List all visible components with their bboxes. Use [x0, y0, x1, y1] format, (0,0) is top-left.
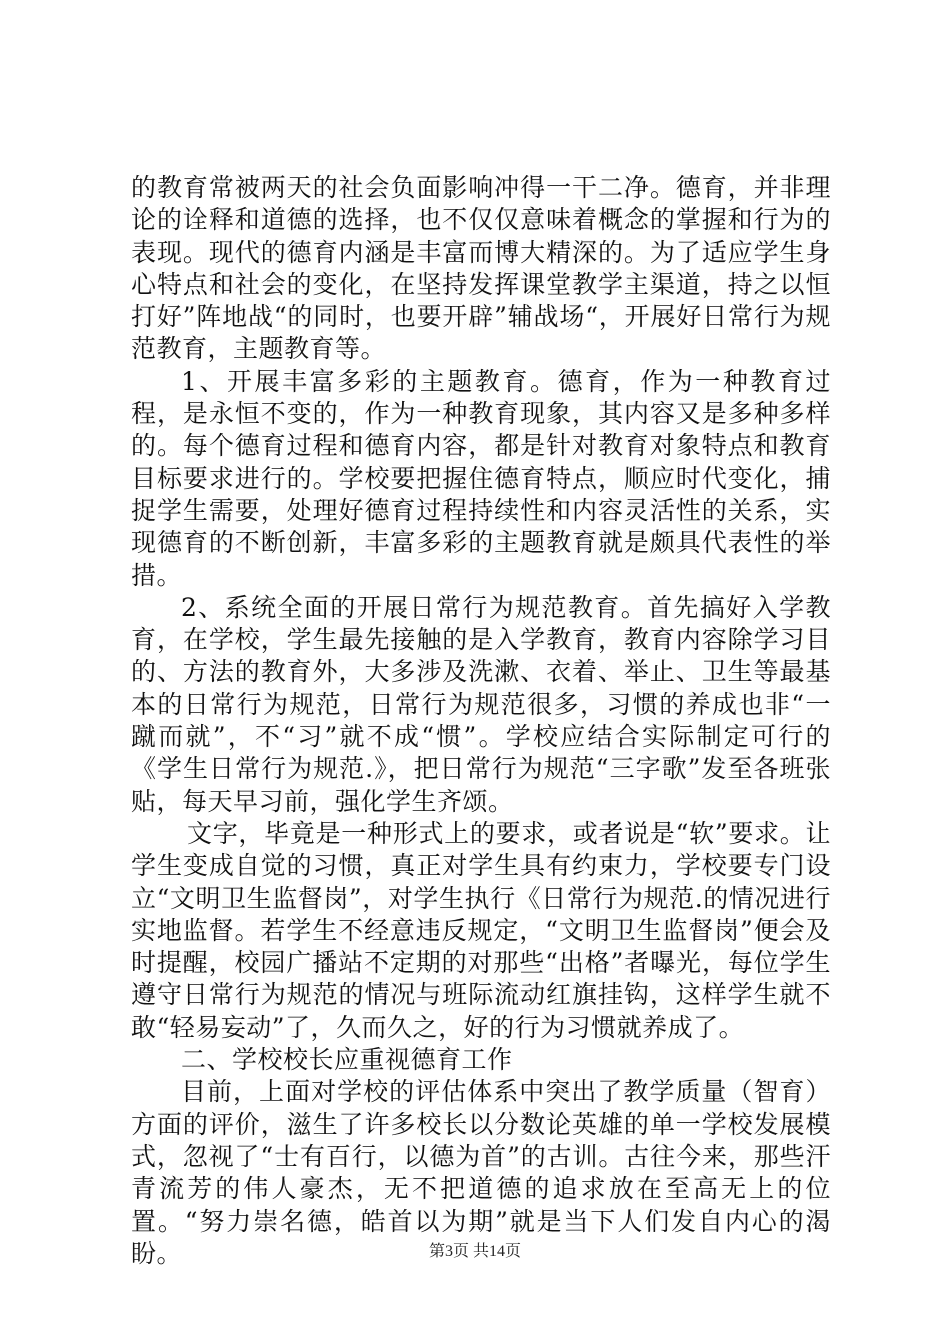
paragraph-supervision: 文字，毕竟是一种形式上的要求，或者说是“软”要求。让学生变成自觉的习惯，真正对学生具有约束力，学校要专门设立“文明卫生监督岗”，对学生执行《日常行为规范.的情况进行实地监督。若学生不经意违反规定，“文明卫生监督岗”便会及时提醒，校园广播站不定期的对那些“出格”者曝光，每位学生遵守日常行为规范的情况与班际流动红旗挂钩，这样学生就不敢“轻易妄动”了，久而久之，好的行为习惯就养成了。: [131, 818, 831, 1042]
paragraph-behavior-norms: 2、系统全面的开展日常行为规范教育。首先搞好入学教育，在学校，学生最先接触的是入学教育，教育内容除学习目的、方法的教育外，大多涉及洗漱、衣着、举止、卫生等最基本的日常行为规范，日常行为规范很多，习惯的养成也非“一蹴而就”，不“习”就不成“惯”。学校应结合实际制定可行的《学生日常行为规范.》，把日常行为规范“三字歌”发至各班张贴，每天早习前，强化学生齐颂。: [131, 592, 831, 816]
section-heading-principal: 二、学校校长应重视德育工作: [181, 1045, 513, 1075]
document-body: [131, 172, 831, 1270]
page-number-footer: 第3页 共14页: [428, 1243, 521, 1260]
paragraph-theme-education: 1、开展丰富多彩的主题教育。德育，作为一种教育过程，是永恒不变的，作为一种教育现象，其内容又是多种多样的。每个德育过程和德育内容，都是针对教育对象特点和教育目标要求进行的。学校要把握住德育特点，顺应时代变化，捕捉学生需要，处理好德育过程持续性和内容灵活性的关系，实现德育的不断创新，丰富多彩的主题教育就是颇具代表性的举措。: [131, 366, 831, 590]
paragraph-evaluation: 目前，上面对学校的评估体系中突出了教学质量（智育）方面的评价，滋生了许多校长以分数论英雄的单一学校发展模式，忽视了“士有百行，以德为首”的古训。古往今来，那些汗青流芳的伟人豪杰，无不把道德的追求放在至高无上的位置。“努力崇名德，皓首以为期”就是当下人们发自内心的渴盼。: [131, 1077, 831, 1268]
paragraph-continuation: 的教育常被两天的社会负面影响冲得一干二净。德育，并非理论的诠释和道德的选择，也不仅仅意味着概念的掌握和行为的表现。现代的德育内涵是丰富而博大精深的。为了适应学生身心特点和社会的变化，在坚持发挥课堂教学主渠道，持之以恒打好”阵地战“的同时，也要开辟”辅战场“，开展好日常行为规范教育，主题教育等。: [131, 173, 831, 364]
